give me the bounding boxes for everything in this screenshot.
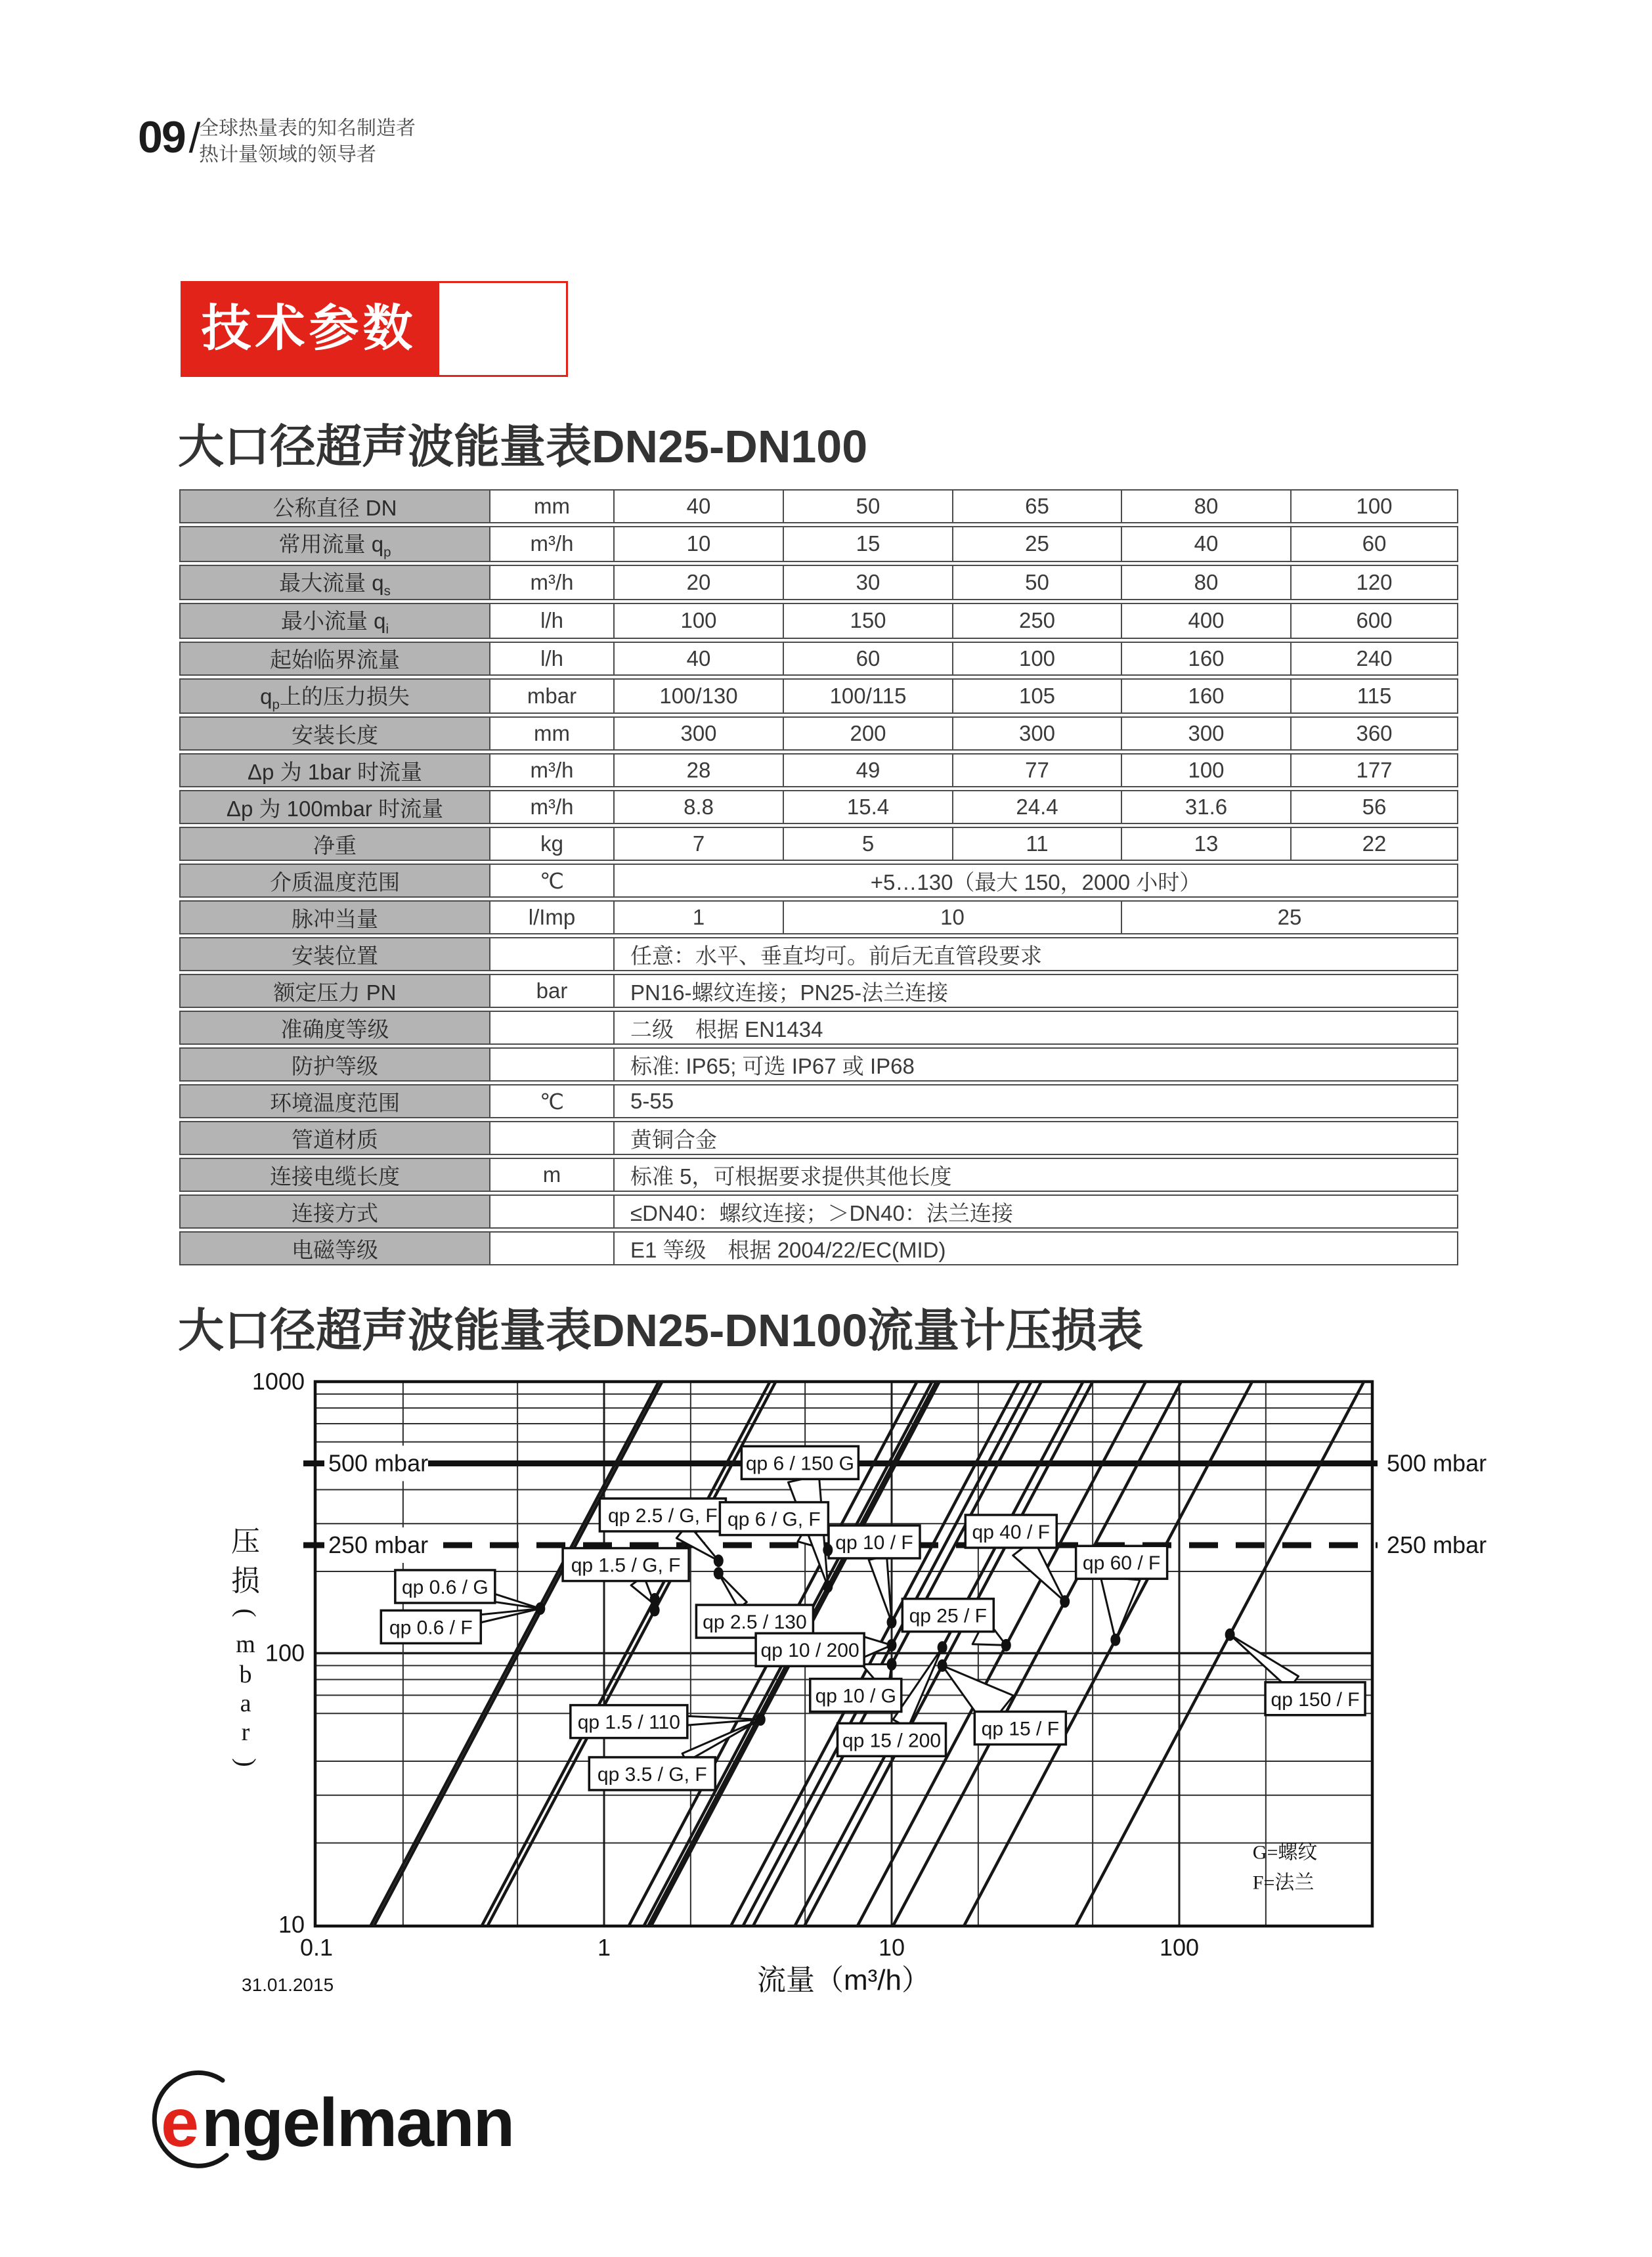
row-value: 400 <box>1121 603 1290 639</box>
row-label: 额定压力 PN <box>179 974 489 1008</box>
row-unit: ℃ <box>489 1084 613 1118</box>
row-value: 50 <box>952 565 1121 601</box>
row-value: 100 <box>1290 489 1458 523</box>
row-value: 100/130 <box>613 678 783 714</box>
data-dot <box>887 1616 897 1629</box>
row-value: 240 <box>1290 642 1458 676</box>
row-value: 250 <box>952 603 1121 639</box>
row-value: 600 <box>1290 603 1458 639</box>
row-value: PN16-螺纹连接；PN25-法兰连接 <box>613 974 1458 1008</box>
row-value: 120 <box>1290 565 1458 601</box>
row-label: 安装长度 <box>179 716 489 751</box>
y-axis-title-char: ) <box>232 1758 261 1767</box>
row-value: 115 <box>1290 678 1458 714</box>
row-value: 49 <box>783 753 952 787</box>
ref-label-left-500: 500 mbar <box>328 1449 429 1477</box>
row-unit: m³/h <box>489 790 613 824</box>
y-tick-label: 10 <box>278 1911 305 1938</box>
row-unit: kg <box>489 827 613 861</box>
row-value: 160 <box>1121 678 1290 714</box>
row-label: 电磁等级 <box>179 1231 489 1265</box>
y-axis-title-char: a <box>240 1690 251 1717</box>
row-value: 60 <box>783 642 952 676</box>
data-dot <box>1001 1639 1011 1652</box>
row-value: 1 <box>613 900 783 934</box>
engelmann-logo <box>135 2070 515 2175</box>
row-unit: m <box>489 1158 613 1192</box>
row-label: 准确度等级 <box>179 1011 489 1045</box>
row-value: 15 <box>783 526 952 562</box>
row-label: 环境温度范围 <box>179 1084 489 1118</box>
logo-rest: ngelmann <box>202 2085 514 2161</box>
row-label: 连接方式 <box>179 1194 489 1229</box>
row-value: 56 <box>1290 790 1458 824</box>
row-label: 净重 <box>179 827 489 861</box>
row-value: 13 <box>1121 827 1290 861</box>
row-value: 60 <box>1290 526 1458 562</box>
row-value: 40 <box>613 642 783 676</box>
row-value: 标准: IP65; 可选 IP67 或 IP68 <box>613 1047 1458 1082</box>
row-value: 150 <box>783 603 952 639</box>
row-unit: ℃ <box>489 864 613 898</box>
row-value: 15.4 <box>783 790 952 824</box>
row-value: 7 <box>613 827 783 861</box>
data-dot <box>823 1580 833 1592</box>
callout-label: qp 10 / G <box>815 1685 896 1707</box>
ref-label-left-250: 250 mbar <box>328 1531 429 1558</box>
data-dot <box>1110 1634 1120 1646</box>
row-value: 30 <box>783 565 952 601</box>
row-unit: mbar <box>489 678 613 714</box>
callout-label: qp 6 / G, F <box>728 1508 821 1531</box>
row-value: 300 <box>1121 716 1290 751</box>
slogan-line-1: 全球热量表的知名制造者 <box>199 118 416 139</box>
row-unit: l/h <box>489 603 613 639</box>
callout-label: qp 150 / F <box>1271 1688 1360 1711</box>
y-tick-label: 1000 <box>251 1368 305 1395</box>
x-axis-title: 流量（m³/h） <box>757 1964 930 1996</box>
row-unit: l/Imp <box>489 900 613 934</box>
y-axis-title-char: 压 <box>231 1525 260 1558</box>
row-value: 360 <box>1290 716 1458 751</box>
callout-label: qp 3.5 / G, F <box>597 1763 707 1786</box>
row-label: 最大流量 $q_s$ <box>179 565 489 601</box>
row-value: 300 <box>952 716 1121 751</box>
row-value: 80 <box>1121 565 1290 601</box>
callout-label: qp 40 / F <box>972 1521 1050 1543</box>
row-value: ≤DN40：螺纹连接；＞DN40：法兰连接 <box>613 1194 1458 1229</box>
row-value: +5…130（最大 150，2000 小时） <box>613 864 1458 898</box>
x-tick-label: 0.1 <box>299 1934 334 1961</box>
legend-line-1: G=螺纹 <box>1252 1841 1318 1864</box>
data-dot <box>1060 1595 1070 1608</box>
row-unit: m³/h <box>489 753 613 787</box>
y-axis-title-char: 损 <box>231 1565 260 1597</box>
row-value: 24.4 <box>952 790 1121 824</box>
callout-label: qp 15 / F <box>981 1718 1060 1740</box>
row-value: E1 等级 根据 2004/22/EC(MID) <box>613 1231 1458 1265</box>
x-tick-label: 10 <box>878 1934 905 1961</box>
data-dot <box>756 1713 766 1726</box>
legend-line-2: F=法兰 <box>1252 1872 1315 1894</box>
row-label: 安装位置 <box>179 937 489 971</box>
callout-label: qp 2.5 / G, F <box>608 1504 718 1527</box>
row-label: Δp 为 1bar 时流量 <box>179 753 489 787</box>
row-label: $q_p$上的压力损失 <box>179 678 489 714</box>
page-number-slash: / <box>188 114 200 162</box>
row-unit: bar <box>489 974 613 1008</box>
row-label: 连接电缆长度 <box>179 1158 489 1192</box>
row-unit: l/h <box>489 642 613 676</box>
callout-label: qp 2.5 / 130 <box>703 1611 807 1634</box>
data-dot <box>887 1639 897 1652</box>
row-label: 管道材质 <box>179 1121 489 1155</box>
data-dot <box>714 1554 724 1567</box>
data-dot <box>650 1593 660 1606</box>
row-value: 100/115 <box>783 678 952 714</box>
section-badge: 技术参数 <box>181 281 437 377</box>
callout-tail <box>869 1556 892 1623</box>
chart-date: 31.01.2015 <box>242 1975 334 1995</box>
row-label: 常用流量 $q_p$ <box>179 526 489 562</box>
row-value: 标准 5，可根据要求提供其他长度 <box>613 1158 1458 1192</box>
row-value: 8.8 <box>613 790 783 824</box>
row-value: 50 <box>783 489 952 523</box>
callout-label: qp 60 / F <box>1082 1552 1161 1575</box>
callout-tail <box>718 1573 747 1609</box>
row-value: 任意：水平、垂直均可。前后无直管段要求 <box>613 937 1458 971</box>
data-dot <box>887 1658 897 1671</box>
row-unit: m³/h <box>489 526 613 562</box>
data-dot <box>938 1641 947 1654</box>
row-value: 65 <box>952 489 1121 523</box>
callout-tail <box>1230 1634 1298 1689</box>
row-unit: m³/h <box>489 565 613 601</box>
y-axis-title-char: r <box>241 1719 250 1746</box>
callout-label: qp 10 / 200 <box>760 1640 859 1662</box>
data-dot <box>714 1567 724 1579</box>
data-dot <box>938 1659 947 1672</box>
row-value: 100 <box>1121 753 1290 787</box>
row-unit: mm <box>489 489 613 523</box>
chart-title: 大口径超声波能量表DN25-DN100流量计压损表 <box>178 1305 1144 1356</box>
row-value: 25 <box>952 526 1121 562</box>
row-label: 公称直径 DN <box>179 489 489 523</box>
row-value: 40 <box>613 489 783 523</box>
row-value: 100 <box>613 603 783 639</box>
row-value: 160 <box>1121 642 1290 676</box>
row-value: 25 <box>1121 900 1458 934</box>
callout-label: qp 1.5 / G, F <box>571 1554 681 1577</box>
callout-tail <box>493 1594 540 1608</box>
row-value: 11 <box>952 827 1121 861</box>
y-axis-title-char: ( <box>232 1608 261 1617</box>
row-value: 黄铜合金 <box>613 1121 1458 1155</box>
row-label: 脉冲当量 <box>179 900 489 934</box>
row-value: 5 <box>783 827 952 861</box>
data-dot <box>823 1544 833 1556</box>
row-value: 22 <box>1290 827 1458 861</box>
row-value: 300 <box>613 716 783 751</box>
slogan-line-2: 热计量领域的领导者 <box>199 144 376 165</box>
callout-label: qp 1.5 / 110 <box>577 1711 680 1734</box>
row-value: 200 <box>783 716 952 751</box>
row-value: 10 <box>783 900 1121 934</box>
ref-label-right-250: 250 mbar <box>1387 1531 1487 1558</box>
row-value: 80 <box>1121 489 1290 523</box>
row-value: 28 <box>613 753 783 787</box>
callout-label: qp 15 / 200 <box>842 1730 942 1752</box>
callout-label: qp 25 / F <box>909 1605 988 1627</box>
logo-letter-e: e <box>161 2085 199 2161</box>
callout-label: qp 0.6 / F <box>389 1617 473 1639</box>
row-value: 5-55 <box>613 1084 1458 1118</box>
data-dot <box>650 1604 660 1617</box>
row-label: 介质温度范围 <box>179 864 489 898</box>
row-value: 100 <box>952 642 1121 676</box>
data-dot <box>1225 1629 1235 1641</box>
callout-label: qp 0.6 / G <box>401 1576 489 1598</box>
row-value: 77 <box>952 753 1121 787</box>
row-value: 31.6 <box>1121 790 1290 824</box>
callout-label: qp 6 / 150 G <box>745 1453 854 1475</box>
y-tick-label: 100 <box>265 1639 305 1667</box>
x-tick-label: 100 <box>1159 1934 1200 1961</box>
callout-tail <box>1100 1577 1140 1640</box>
x-tick-label: 1 <box>597 1934 611 1961</box>
row-value: 10 <box>613 526 783 562</box>
row-label: 最小流量 $q_i$ <box>179 603 489 639</box>
y-axis-title-char: m <box>236 1631 255 1658</box>
y-axis-title-char: b <box>239 1661 252 1688</box>
row-value: 105 <box>952 678 1121 714</box>
row-value: 二级 根据 EN1434 <box>613 1011 1458 1045</box>
row-value: 20 <box>613 565 783 601</box>
row-label: 防护等级 <box>179 1047 489 1082</box>
ref-label-right-500: 500 mbar <box>1387 1449 1487 1477</box>
row-value: 177 <box>1290 753 1458 787</box>
row-unit: mm <box>489 716 613 751</box>
row-label: Δp 为 100mbar 时流量 <box>179 790 489 824</box>
row-label: 起始临界流量 <box>179 642 489 676</box>
callout-label: qp 10 / F <box>835 1531 913 1554</box>
spec-table-title: 大口径超声波能量表DN25-DN100 <box>178 421 868 472</box>
page-number-digits: 09 <box>138 112 185 162</box>
data-dot <box>535 1602 545 1615</box>
row-value: 40 <box>1121 526 1290 562</box>
